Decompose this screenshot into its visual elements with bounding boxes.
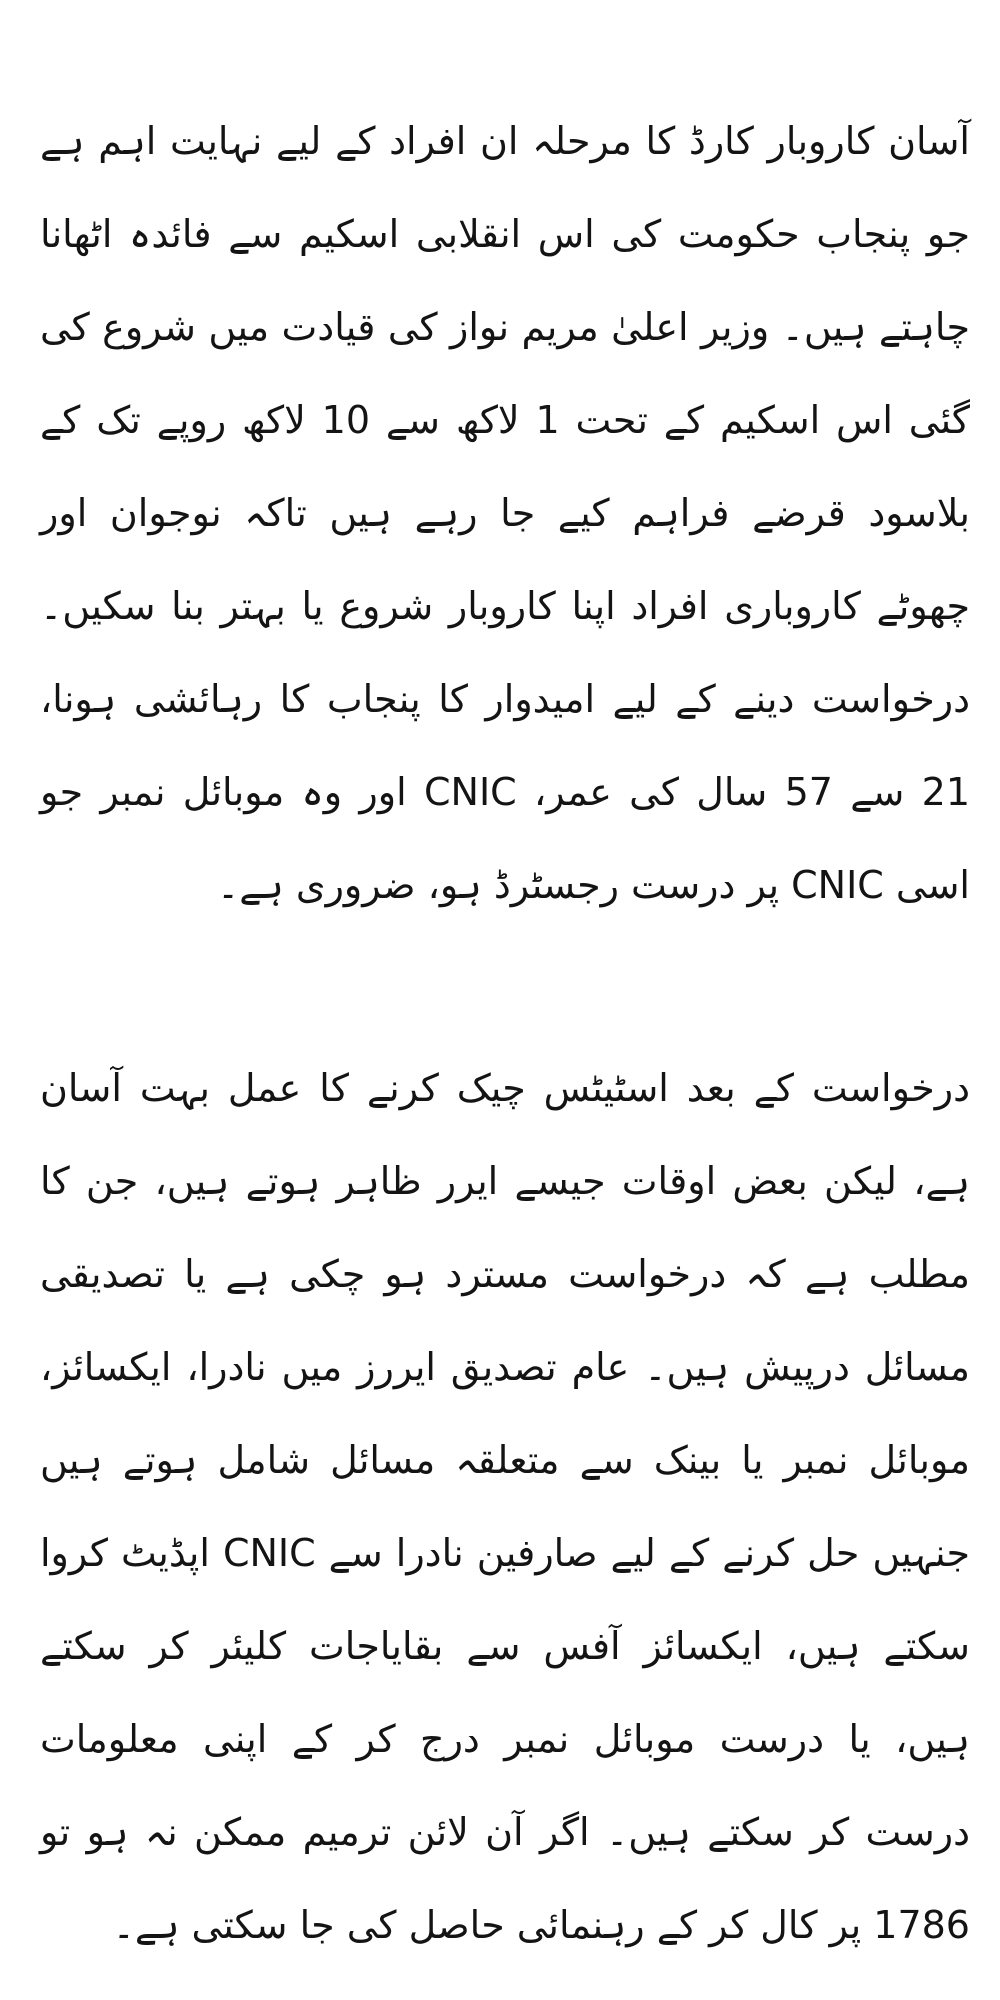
paragraph-eligibility: آسان کاروبار کارڈ کا مرحلہ ان افراد کے لیے نہایت اہم ہے جو پنجاب حکومت کی اس انقلابی اسکیم سے فائدہ اٹھانا چاہتے ہیں۔ وزیر اعلیٰ مریم نواز کی قیادت میں شروع کی گئی اس اسکیم کے تحت 1 لاکھ سے 10 لاکھ روپے تک کے بلاسود قرضے فراہم کیے جا رہے ہیں تاکہ نوجوان اور چھوٹے کاروباری افراد اپنا کاروبار شروع یا بہتر بنا سکیں۔ درخواست دینے کے لیے امیدوار کا پنجاب کا رہائشی ہونا، 21 سے 57 سال کی عمر، CNIC اور وہ موبائل نمبر جو اسی CNIC پر درست رجسٹرڈ ہو، ضروری ہے۔: [40, 119, 970, 907]
paragraph-status-errors: درخواست کے بعد اسٹیٹس چیک کرنے کا عمل بہت آسان ہے، لیکن بعض اوقات جیسے ایرر ظاہر ہوتے ہیں، جن کا مطلب ہے کہ درخواست مسترد ہو چکی ہے یا تصدیقی مسائل درپیش ہیں۔ عام تصدیق ایررز میں نادرا، ایکسائز، موبائل نمبر یا بینک سے متعلقہ مسائل شامل ہوتے ہیں جنہیں حل کرنے کے لیے صارفین نادرا سے CNIC اپڈیٹ کروا سکتے ہیں، ایکسائز آفس سے بقایاجات کلیئر کر سکتے ہیں، یا درست موبائل نمبر درج کر کے اپنی معلومات درست کر سکتے ہیں۔ اگر آن لائن ترمیم ممکن نہ ہو تو 1786 پر کال کر کے رہنمائی حاصل کی جا سکتی ہے۔: [40, 1066, 970, 1947]
article-body: [40, 95, 970, 1972]
